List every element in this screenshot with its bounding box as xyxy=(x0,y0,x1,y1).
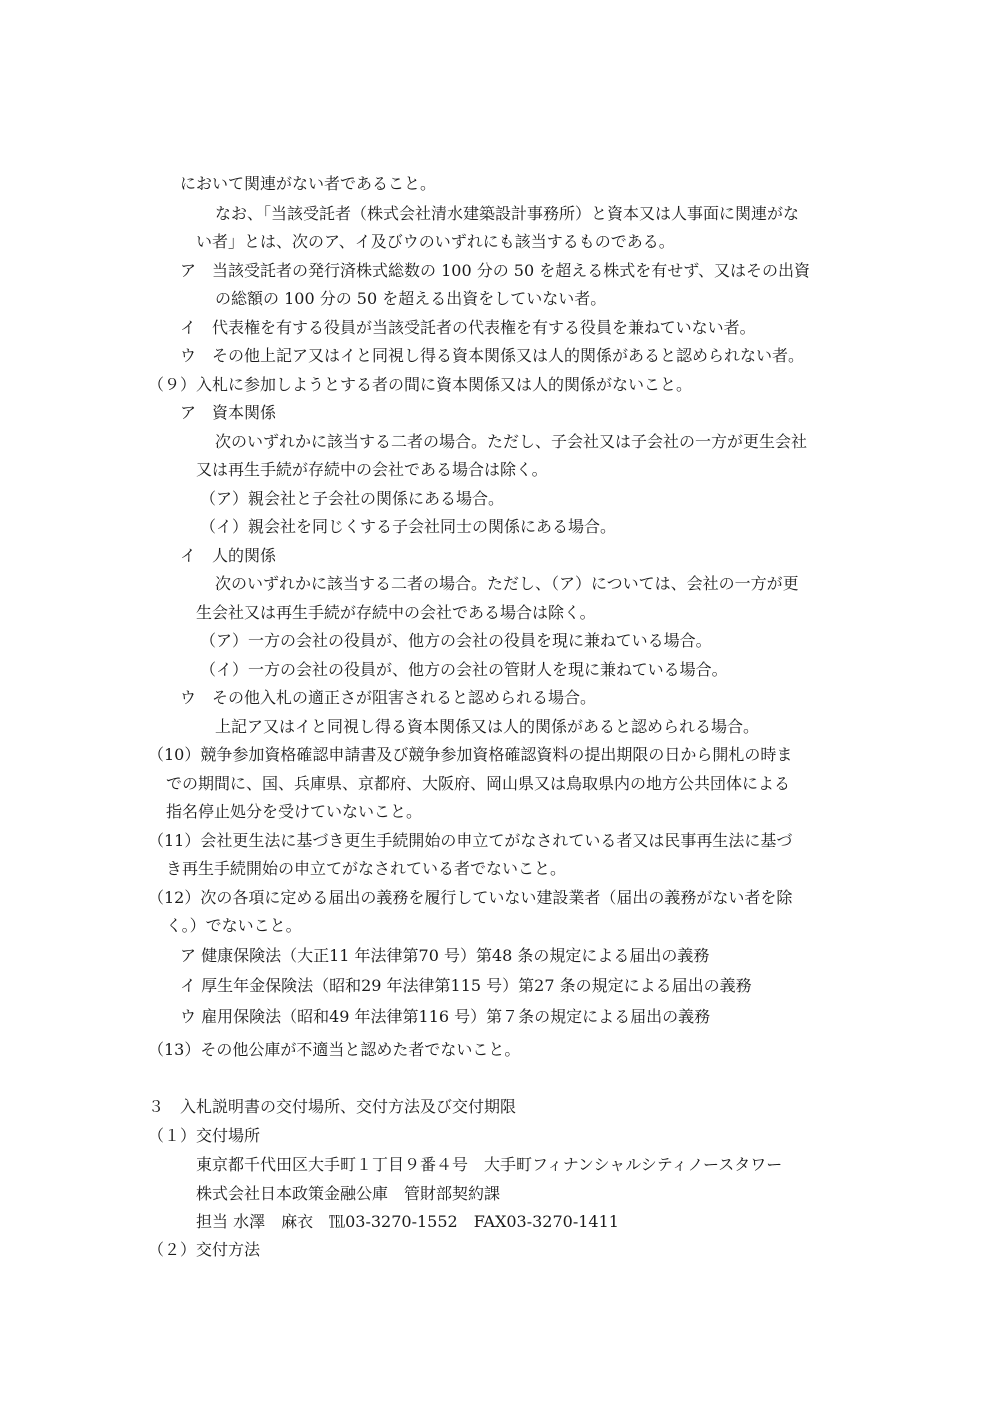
section-heading: （10）競争参加資格確認申請書及び競争参加資格確認資料の提出期限の日から開札の時ま xyxy=(148,745,793,764)
section-heading: （12）次の各項に定める届出の義務を履行していない建設業者（届出の義務がない者を除 xyxy=(148,888,793,907)
text-line: ア 当該受託者の発行済株式総数の 100 分の 50 を超える株式を有せず、又はその出資 xyxy=(180,261,810,280)
text-line: ウ その他上記ア又はイと同視し得る資本関係又は人的関係があると認められない者。 xyxy=(180,346,805,365)
organization-line: 株式会社日本政策金融公庫 管財部契約課 xyxy=(196,1184,501,1203)
text-line: 上記ア又はイと同視し得る資本関係又は人的関係があると認められる場合。 xyxy=(215,717,760,736)
text-line: において関連がない者であること。 xyxy=(180,174,437,193)
list-item: イ 厚生年金保険法（昭和29 年法律第115 号）第27 条の規定による届出の義務 xyxy=(180,976,752,995)
section-heading: （２）交付方法 xyxy=(148,1240,261,1259)
subsection-heading: ウ その他入札の適正さが阻害されると認められる場合。 xyxy=(180,688,597,707)
contact-line: 担当 水澤 麻衣 ℡03-3270-1552 FAX03-3270-1411 xyxy=(196,1212,619,1231)
text-line: く。）でないこと。 xyxy=(166,916,302,935)
section-heading: （11）会社更生法に基づき更生手続開始の申立てがなされている者又は民事再生法に基づ xyxy=(148,831,793,850)
list-item: ウ 雇用保険法（昭和49 年法律第116 号）第７条の規定による届出の義務 xyxy=(180,1007,711,1026)
section-heading: （１）交付場所 xyxy=(148,1126,261,1145)
list-item: （イ）親会社を同じくする子会社同士の関係にある場合。 xyxy=(200,517,617,536)
text-line: での期間に、国、兵庫県、京都府、大阪府、岡山県又は鳥取県内の地方公共団体による xyxy=(166,774,791,793)
text-line: なお、「当該受託者（株式会社清水建築設計事務所）と資本又は人事面に関連がな xyxy=(215,204,800,223)
list-item: （ア）一方の会社の役員が、他方の会社の役員を現に兼ねている場合。 xyxy=(200,631,712,650)
text-line: 生会社又は再生手続が存続中の会社である場合は除く。 xyxy=(196,603,596,622)
text-line: 次のいずれかに該当する二者の場合。ただし、（ア）については、会社の一方が更 xyxy=(215,574,799,593)
subsection-heading: イ 人的関係 xyxy=(180,546,277,565)
section-heading: （９）入札に参加しようとする者の間に資本関係又は人的関係がないこと。 xyxy=(148,375,693,394)
list-item: （イ）一方の会社の役員が、他方の会社の管財人を現に兼ねている場合。 xyxy=(200,660,728,679)
text-line: 又は再生手続が存続中の会社である場合は除く。 xyxy=(196,460,548,479)
chapter-heading: ３ 入札説明書の交付場所、交付方法及び交付期限 xyxy=(148,1097,517,1116)
list-item: （ア）親会社と子会社の関係にある場合。 xyxy=(200,489,505,508)
text-line: い者」とは、次のア、イ及びウのいずれにも該当するものである。 xyxy=(196,232,675,251)
text-line: の総額の 100 分の 50 を超える出資をしていない者。 xyxy=(215,289,607,308)
text-line: 指名停止処分を受けていないこと。 xyxy=(166,802,423,821)
text-line: き再生手続開始の申立てがなされている者でないこと。 xyxy=(166,859,567,878)
list-item: ア 健康保険法（大正11 年法律第70 号）第48 条の規定による届出の義務 xyxy=(180,946,710,965)
subsection-heading: ア 資本関係 xyxy=(180,403,277,422)
address-line: 東京都千代田区大手町１丁目９番４号 大手町フィナンシャルシティノースタワー xyxy=(196,1155,783,1174)
text-line: 次のいずれかに該当する二者の場合。ただし、子会社又は子会社の一方が更生会社 xyxy=(215,432,808,451)
section-heading: （13）その他公庫が不適当と認めた者でないこと。 xyxy=(148,1040,521,1059)
text-line: イ 代表権を有する役員が当該受託者の代表権を有する役員を兼ねていない者。 xyxy=(180,318,756,337)
